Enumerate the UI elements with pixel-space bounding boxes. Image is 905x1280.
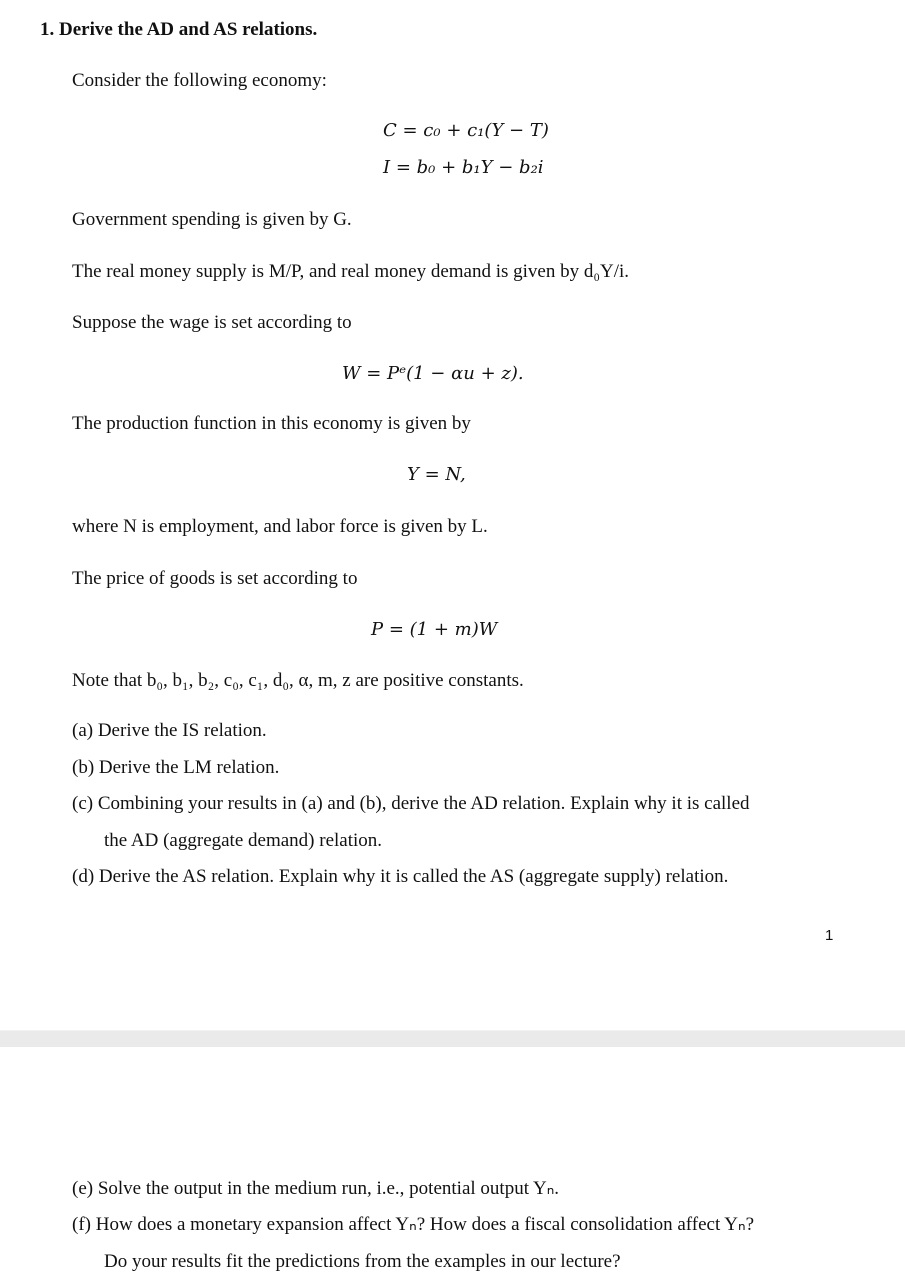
production-intro: The production function in this economy is given by [72, 413, 471, 434]
government-text: Government spending is given by G. [72, 209, 352, 230]
item-c-continued: the AD (aggregate demand) relation. [104, 830, 383, 851]
employment-text: where N is employment, and labor force is given by L. [72, 516, 488, 537]
item-a: (a) Derive the IS relation. [72, 720, 267, 741]
question-heading: 1. Derive the AD and AS relations. [40, 19, 318, 40]
wage-intro: Suppose the wage is set according to [72, 312, 352, 333]
equation-price: P = (1 + m)W [371, 619, 498, 640]
item-f: (f) How does a monetary expansion affect Yₙ? How does a fiscal consolidation affect Yₙ? [72, 1214, 755, 1235]
equation-consumption: C = c₀ + c₁(Y − T) [383, 120, 549, 141]
page-number: 1 [825, 927, 834, 944]
equation-investment: I = b₀ + b₁Y − b₂i [383, 157, 544, 178]
item-e: (e) Solve the output in the medium run, i.e., potential output Yₙ. [72, 1178, 560, 1199]
constants-note: Note that b₀, b₁, b₂, c₀, c₁, d₀, α, m, z are positive constants. [72, 670, 524, 691]
page-separator [0, 1030, 905, 1047]
item-f-continued: Do your results fit the predictions from the examples in our lecture? [104, 1251, 621, 1272]
item-b: (b) Derive the LM relation. [72, 757, 280, 778]
equation-production: Y = N, [407, 464, 466, 485]
item-d: (d) Derive the AS relation. Explain why it is called the AS (aggregate supply) relation. [72, 866, 729, 887]
item-c: (c) Combining your results in (a) and (b), derive the AD relation. Explain why it is called [72, 793, 750, 814]
money-text: The real money supply is M/P, and real money demand is given by d₀Y/i. [72, 261, 630, 282]
equation-wage: W = Pᵉ(1 − αu + z). [342, 363, 524, 384]
price-intro: The price of goods is set according to [72, 568, 358, 589]
intro-text: Consider the following economy: [72, 70, 327, 91]
